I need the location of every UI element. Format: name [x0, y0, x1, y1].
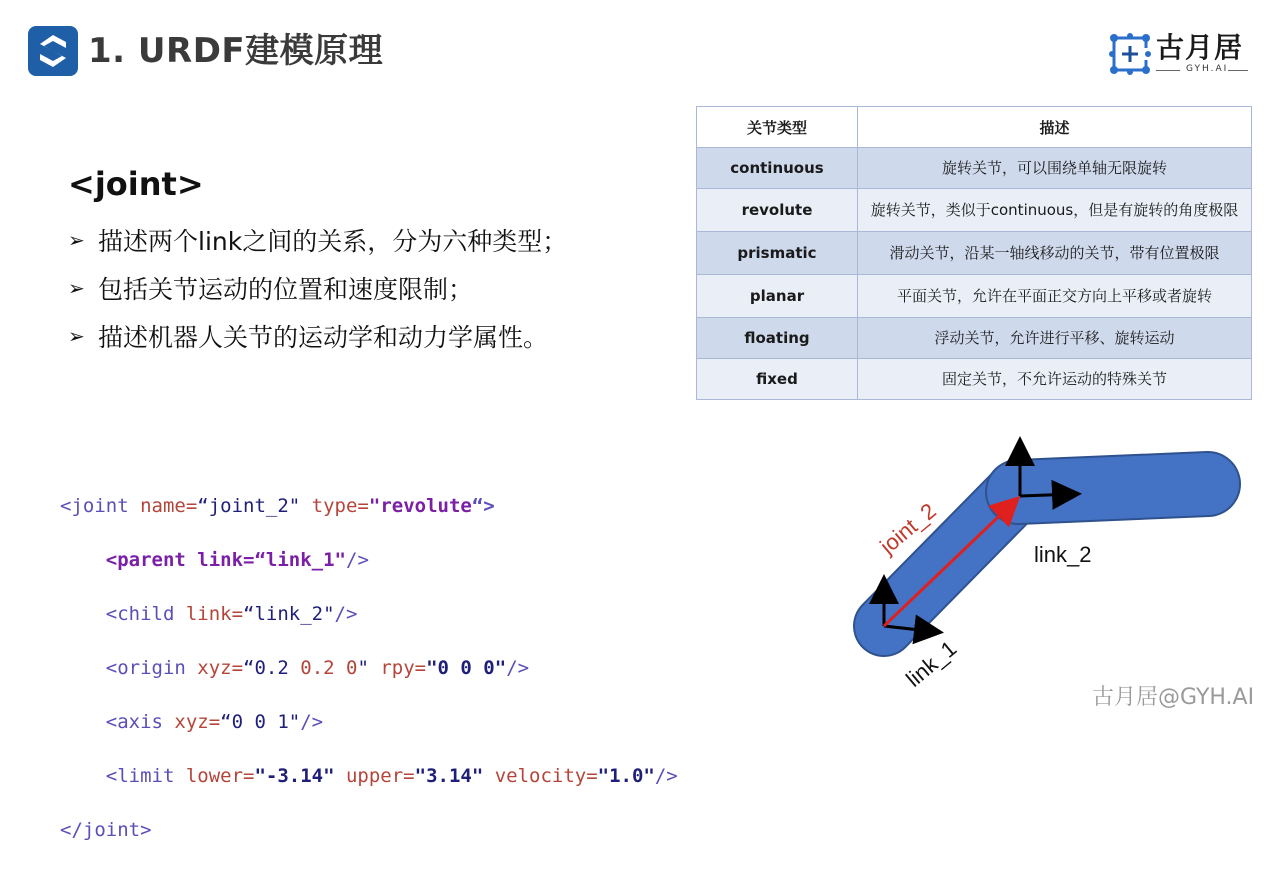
joint-type-cell: fixed: [697, 359, 858, 400]
joint-type-cell: continuous: [697, 148, 858, 189]
joint-type-table: [696, 106, 1252, 400]
table-header-type: 关节类型: [697, 107, 858, 148]
table-row: [697, 189, 1252, 232]
joint-desc-cell: 旋转关节，可以围绕单轴无限旋转: [858, 148, 1252, 189]
code-line: <origin xyz=“0.2 0.2 0" rpy="0 0 0"/>: [60, 657, 530, 679]
joint-desc-cell: 旋转关节，类似于continuous，但是有旋转的角度极限: [858, 189, 1252, 232]
bullet-item: ➢ 包括关节运动的位置和速度限制；: [68, 275, 474, 304]
link-1-label: link_1: [901, 635, 962, 692]
brand-name: 古月居: [1156, 31, 1244, 64]
arrow-bullet-icon: ➢: [68, 276, 85, 300]
course-logo-icon: [28, 26, 78, 76]
brand-mark-icon: [1108, 32, 1152, 76]
bullet-item: ➢ 描述两个link之间的关系，分为六种类型；: [68, 227, 568, 256]
brand-subtitle: GYH.AI: [1186, 64, 1229, 74]
code-line: <parent link=“link_1"/>: [60, 549, 369, 571]
arrow-bullet-icon: ➢: [68, 324, 85, 348]
code-line: <limit lower="-3.14" upper="3.14" velocity="1.0"/>: [60, 765, 678, 787]
joint-type-cell: planar: [697, 275, 858, 318]
brand-logo: [1108, 30, 1250, 78]
table-row: [697, 232, 1252, 275]
joint-type-cell: prismatic: [697, 232, 858, 275]
urdf-code-block: [60, 466, 678, 871]
joint-diagram: [840, 430, 1260, 700]
bullet-item: ➢ 描述机器人关节的运动学和动力学属性。: [68, 323, 549, 352]
link-2-shape: [1018, 484, 1208, 492]
section-heading: <joint>: [68, 165, 204, 203]
watermark: 古月居@GYH.AI: [1092, 685, 1255, 710]
code-line: </joint>: [60, 819, 152, 841]
table-header-desc: 描述: [858, 107, 1252, 148]
joint-type-cell: revolute: [697, 189, 858, 232]
code-line: <child link=“link_2"/>: [60, 603, 358, 625]
code-line: <joint name=“joint_2" type="revolute“>: [60, 495, 495, 517]
table-row: [697, 359, 1252, 400]
table-row: [697, 148, 1252, 189]
joint-desc-cell: 滑动关节，沿某一轴线移动的关节，带有位置极限: [858, 232, 1252, 275]
joint-label: joint_2: [875, 497, 941, 559]
table-row: [697, 275, 1252, 318]
joint-desc-cell: 平面关节，允许在平面正交方向上平移或者旋转: [858, 275, 1252, 318]
arrow-bullet-icon: ➢: [68, 228, 85, 252]
joint-type-cell: floating: [697, 318, 858, 359]
code-line: <axis xyz=“0 0 1"/>: [60, 711, 324, 733]
link-2-label: link_2: [1034, 542, 1092, 567]
page-title: 1. URDF建模原理: [88, 31, 384, 71]
table-row: [697, 318, 1252, 359]
joint-desc-cell: 固定关节，不允许运动的特殊关节: [858, 359, 1252, 400]
bullet-list: [68, 216, 567, 360]
joint-desc-cell: 浮动关节，允许进行平移、旋转运动: [858, 318, 1252, 359]
